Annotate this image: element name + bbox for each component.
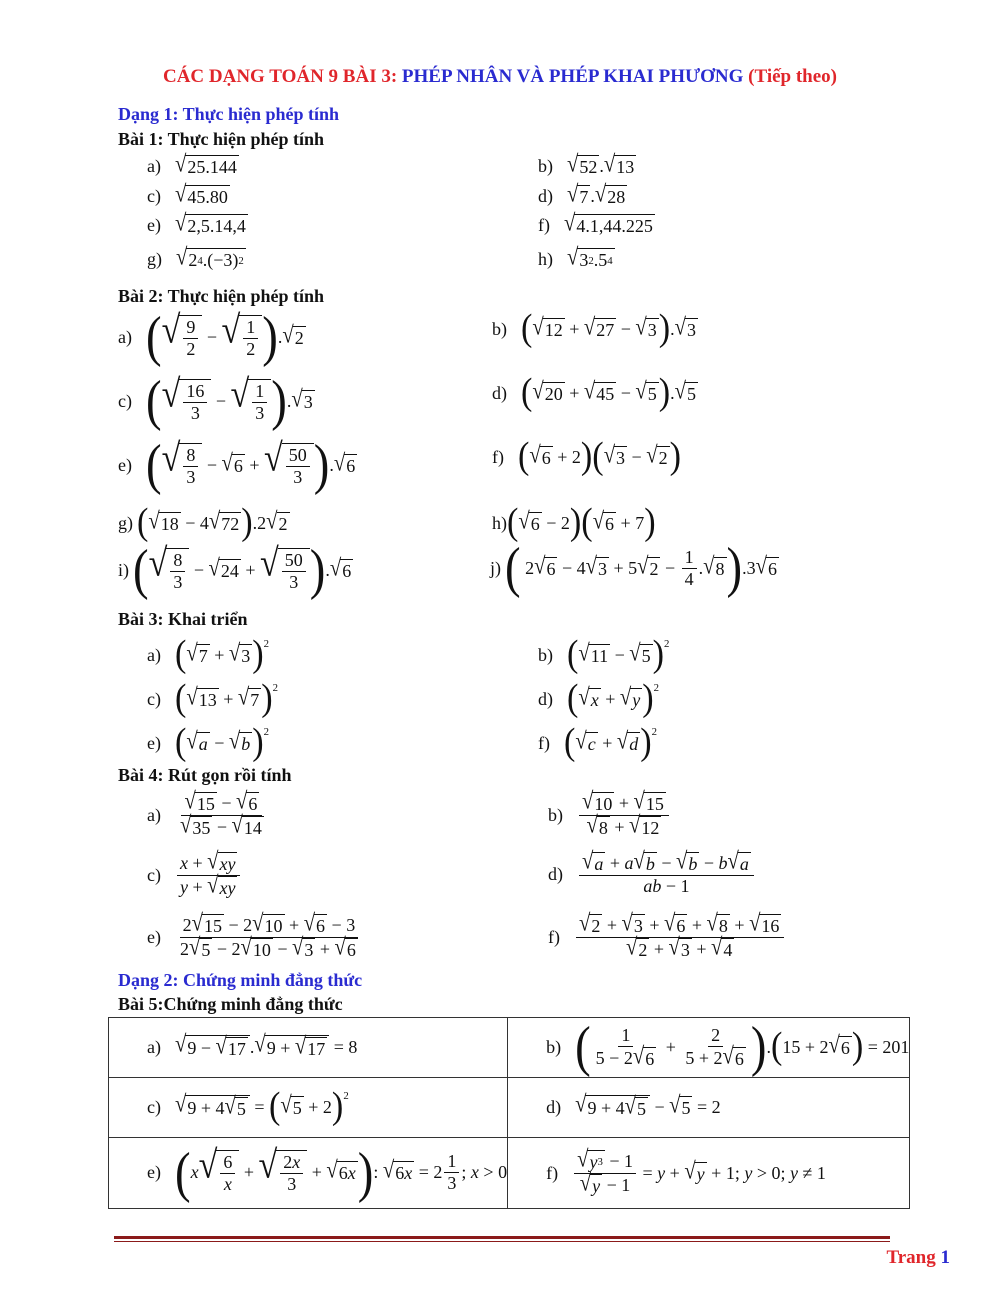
bai1-item-h: h) √ 3 2 .5 4 [538, 245, 613, 271]
bai3-item-b: b) ( √ 11 − √ 5 ) $^2$ [538, 634, 670, 675]
bai2-item-c: c) ( √ $\frac{16}{3}$ − √ $\frac{1}{3}$ ) . √ 3 [118, 369, 313, 433]
item-label: c) [147, 865, 161, 885]
bai5-item-b: b) ( 1 5 − 2 √ 6 + 2 5 + 2 √ 6 ) . ( 15 + 2 √ 6 ) = 201 [508, 1018, 910, 1078]
item-label: g) [147, 249, 162, 269]
item-label: c) [147, 186, 161, 206]
item-label: e) [147, 1162, 161, 1183]
bai4-item-b: b) √ 10 + √ 15 √ 8 + √ 12 [548, 792, 671, 839]
title-part-2: PHÉP NHÂN VÀ PHÉP KHAI PHƯƠNG [401, 66, 749, 87]
page-word: Trang [886, 1247, 936, 1268]
item-label: i) [118, 559, 129, 580]
bai2-item-i: i) ( √ $\frac{8}{3}$ − √ 24 + √ $\frac{50}{3}$ ) . √ 6 [118, 538, 352, 602]
item-label: b) [546, 1036, 562, 1057]
bai3-item-e: e) ( √ a − √ b ) $^2$ [147, 722, 270, 763]
bai1-item-b: b) √ 52 . √ 13 [538, 152, 635, 178]
page-num: 1 [940, 1247, 950, 1268]
item-label: b) [538, 644, 553, 665]
item-label: f) [546, 1162, 559, 1183]
bai3-item-c: c) ( √ 13 + √ 7 ) $^2$ [147, 678, 279, 719]
bai1-item-a: a) √ 25.144 [147, 152, 237, 178]
item-label: a) [118, 326, 132, 347]
bai5-item-a: a) √ 9 − √ 17 . √ 9 + √ 17 = 8 [109, 1018, 508, 1078]
item-label: f) [538, 732, 550, 753]
title-part-3: (Tiếp theo) [748, 66, 837, 87]
item-label: h) [538, 249, 553, 269]
item-label: a) [147, 644, 161, 665]
item-label: e) [147, 927, 161, 947]
title-part-1: CÁC DẠNG TOÁN 9 BÀI 3: [162, 66, 402, 87]
item-label: b) [548, 805, 563, 825]
bai2-item-b: b) ( √ 12 + √ 27 − √ 3 ) . √ 3 [492, 308, 697, 349]
section-heading-dang1: Dạng 1: Thực hiện phép tính [118, 104, 340, 124]
item-label: a) [147, 156, 161, 176]
item-label: f) [492, 446, 504, 467]
section-heading-dang2: Dạng 2: Chứng minh đẳng thức [118, 970, 363, 990]
bai3-item-a: a) ( √ 7 + √ 3 ) $^2$ [147, 634, 270, 675]
bai4-item-a: a) √ 15 − √ 6 √ 35 − √ 14 [147, 789, 262, 839]
exercise-heading-bai2: Bài 2: Thực hiện phép tính [118, 286, 325, 306]
item-label: d) [492, 382, 507, 403]
item-label: a) [147, 1037, 161, 1057]
item-label: c) [147, 688, 161, 709]
bai2-item-h: h) ( √ 6 − 2 ) ( √ 6 + 7 ) [492, 502, 656, 543]
bai1-item-e: e) √ 2,5.14,4 [147, 211, 246, 237]
bai2-item-j: j) ( 2 √ 6 − 4 √ 3 + 5 √ 2 − $\frac{1}{4}$ . √ 8 ) .3 √ 6 [490, 536, 777, 600]
exercise-heading-bai1: Bài 1: Thực hiện phép tính [118, 129, 325, 149]
item-label: h) [492, 512, 507, 533]
proof-table [108, 1017, 910, 1209]
page-number [886, 1247, 950, 1269]
item-label: a) [147, 805, 161, 825]
bai4-item-f: f) √ 2 + √ 3 + √ 6 + √ 8 + √ 16 √ 2 + √ 3 + √ 4 [548, 914, 786, 961]
bai5-item-c: c) √ 9 + 4 √ 5 = ( √ 5 + 2 ) $^2$ [109, 1078, 508, 1138]
bai4-item-e: e) 2 √ 15 − 2 √ 10 + √ 6 − 3 2 √ 5 − 2 √ 10 − √ 3 + √ 6 [147, 914, 363, 961]
bai2-item-e: e) ( √ $\frac{8}{3}$ − √ 6 + √ $\frac{50}{3}$ ) . √ 6 [118, 433, 356, 497]
page-title [0, 66, 1000, 88]
footer-rule-thin [114, 1241, 890, 1242]
bai2-item-f: f) ( √ 6 + 2 ) ( √ 3 − √ 2 ) [492, 436, 681, 477]
item-label: g) [118, 512, 133, 533]
item-label: f) [548, 927, 560, 947]
bai2-item-d: d) ( √ 20 + √ 45 − √ 5 ) . √ 5 [492, 372, 697, 413]
item-label: c) [147, 1096, 161, 1117]
bai2-item-a: a) ( √ $\frac{9}{2}$ − √ $\frac{1}{2}$ ) . √ 2 [118, 305, 304, 369]
bai1-item-c: c) √ 45.80 [147, 182, 228, 208]
bai1-item-d: d) √ 7 . √ 28 [538, 182, 626, 208]
item-label: d) [548, 864, 563, 884]
item-label: c) [118, 390, 132, 411]
bai3-item-d: d) ( √ x + √ y ) $^2$ [538, 678, 660, 719]
bai5-item-d: d) √ 9 + 4 √ 5 − √ 5 = 2 [508, 1078, 910, 1138]
item-label: d) [538, 688, 553, 709]
bai1-item-f: f) √ 4.1,44.225 [538, 211, 653, 237]
bai1-item-g: g) √ 2 4 .(−3) 2 [147, 245, 244, 271]
item-label: e) [147, 215, 161, 235]
exercise-heading-bai4: Bài 4: Rút gọn rồi tính [118, 765, 292, 785]
bai3-item-f: f) ( √ c + √ d ) $^2$ [538, 722, 658, 763]
item-label: e) [147, 732, 161, 753]
bai5-item-e: e) ( x √ $\frac{6}{x}$ + √ 2 x 3 + √ 6 x ) : √ 6 x = 2 $\frac{1}{3}$ ; x > 0 [109, 1138, 508, 1209]
item-label: b) [492, 318, 507, 339]
bai4-item-c: c) x + √ xy y + √ xy [147, 852, 242, 899]
item-label: d) [538, 186, 553, 206]
bai2-item-g: g) ( √ 18 − 4 √ 72 ) .2 √ 2 [118, 502, 288, 543]
footer-rule-thick [114, 1236, 890, 1239]
exercise-heading-bai5: Bài 5:Chứng minh đẳng thức [118, 994, 343, 1014]
item-label: j) [490, 557, 501, 578]
item-label: b) [538, 156, 553, 176]
bai4-item-d: d) √ a + a √ b − √ b − b √ a ab − 1 [548, 852, 756, 897]
exercise-heading-bai3: Bài 3: Khai triển [118, 609, 248, 629]
item-label: f) [538, 215, 550, 235]
item-label: e) [118, 454, 132, 475]
item-label: d) [546, 1097, 562, 1117]
bai5-item-f: f) √ y 3 − 1 √ y − 1 = y + √ y + 1; y > 0; y ≠ 1 [508, 1138, 910, 1209]
